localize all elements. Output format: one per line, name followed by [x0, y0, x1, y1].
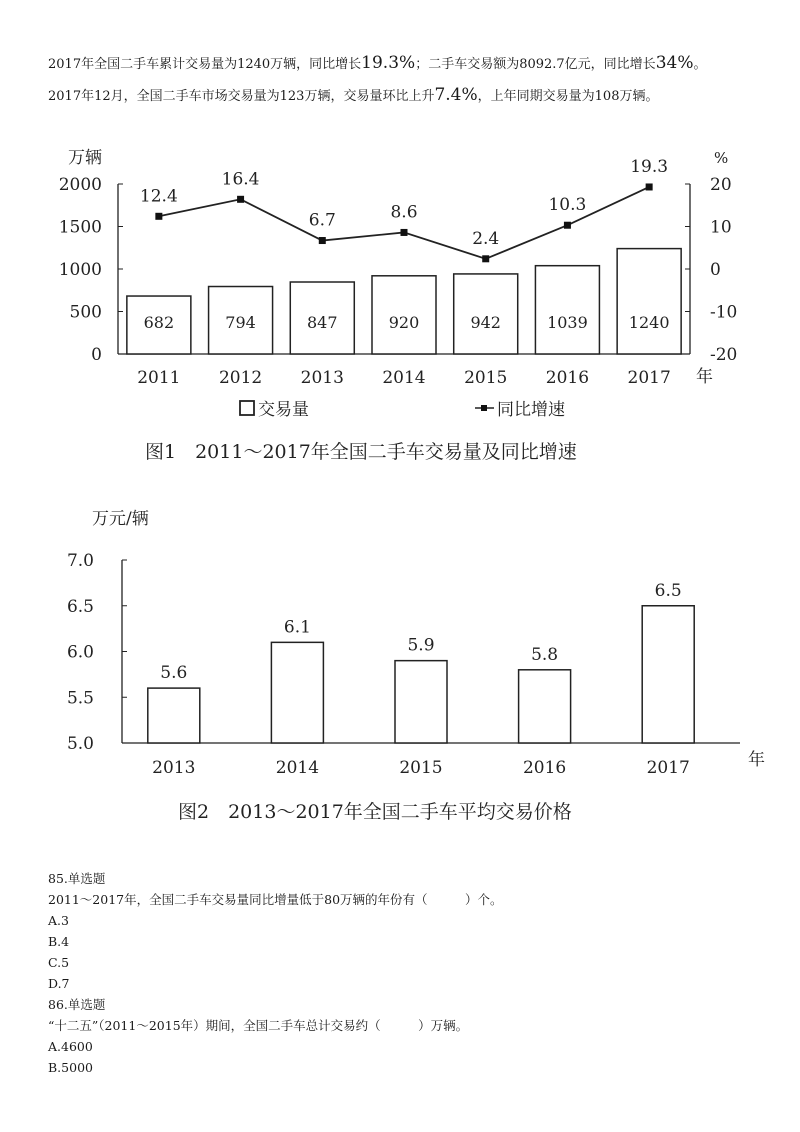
left-axis-unit: 万辆 [68, 148, 102, 168]
x-tick-label: 2013 [152, 758, 196, 778]
question-85-option-b[interactable]: B.4 [48, 934, 70, 949]
chart-volume-growth [0, 135, 800, 475]
y-tick-label: 7.0 [66, 551, 94, 571]
volume-bar-label: 1039 [547, 313, 588, 332]
price-bar [148, 688, 200, 743]
question-85-stem: 2011～2017年，全国二手车交易量同比增量低于80万辆的年份有（ ）个。 [48, 892, 503, 907]
right-axis-unit: % [714, 149, 729, 167]
legend-growth-marker [481, 405, 487, 411]
x-tick-label: 2016 [522, 758, 567, 778]
growth-amount-value: 34% [655, 53, 694, 73]
volume-bar-label: 847 [307, 313, 338, 332]
right-tick-label: 20 [710, 175, 732, 195]
intro-line-2-part-2: ，上年同期交易量为108万辆。 [477, 89, 659, 104]
x-tick-label: 2011 [137, 368, 181, 388]
price-bar [271, 642, 323, 743]
intro-line-1-part-3: 。 [693, 57, 707, 72]
legend-growth-label: 同比增速 [497, 400, 565, 420]
price-bar [395, 661, 447, 743]
right-tick-label: -10 [710, 302, 738, 323]
price-bar-label: 5.9 [407, 635, 435, 656]
growth-point-label: 10.3 [548, 195, 587, 216]
x-tick-label: 2017 [627, 368, 671, 388]
mom-growth-value: 7.4% [434, 85, 478, 105]
x-tick-label: 2016 [545, 368, 590, 388]
x-tick-label: 2012 [218, 368, 263, 388]
y-tick-label: 6.0 [66, 642, 94, 663]
x-tick-label: 2017 [646, 758, 690, 778]
volume-bar [535, 266, 599, 354]
question-86-option-a[interactable]: A.4600 [48, 1039, 93, 1054]
question-85-option-d[interactable]: D.7 [48, 976, 70, 991]
x-axis-unit: 年 [696, 367, 713, 387]
question-85-option-a[interactable]: A.3 [48, 913, 69, 928]
right-tick-label: -20 [710, 345, 738, 365]
intro-line-1-part-1: 2017年全国二手车累计交易量为1240万辆，同比增长 [48, 57, 362, 72]
question-85-header: 85.单选题 [48, 871, 106, 886]
chart-average-price [0, 500, 800, 840]
question-86-option-b[interactable]: B.5000 [48, 1060, 93, 1075]
growth-point [155, 213, 162, 220]
volume-bar-label: 942 [470, 313, 501, 332]
question-85-option-c[interactable]: C.5 [48, 955, 70, 970]
price-bar-label: 6.5 [654, 580, 682, 601]
volume-bar-label: 920 [388, 313, 420, 332]
growth-point-label: 12.4 [139, 186, 178, 207]
price-bar-label: 5.6 [160, 663, 188, 684]
growth-point [401, 229, 408, 236]
left-tick-label: 500 [69, 302, 102, 323]
y-tick-label: 6.5 [66, 596, 94, 617]
volume-bar-label: 794 [225, 313, 256, 332]
questions-section [48, 868, 768, 1078]
chart-1-title: 图1 2011～2017年全国二手车交易量及同比增速 [145, 441, 577, 463]
x-axis-unit: 年 [748, 750, 765, 770]
chart-2-title: 图2 2013～2017年全国二手车平均交易价格 [178, 801, 572, 823]
intro-line-2-part-1: 2017年12月，全国二手车市场交易量为123万辆，交易量环比上升 [48, 89, 435, 104]
question-86-header: 86.单选题 [48, 997, 106, 1012]
volume-bar-label: 1240 [628, 313, 670, 332]
x-tick-label: 2014 [275, 758, 320, 778]
growth-point [482, 255, 489, 262]
left-tick-label: 2000 [58, 175, 102, 195]
intro-line-1-part-2: ；二手车交易额为8092.7亿元，同比增长 [415, 57, 656, 72]
intro-line-2 [48, 80, 768, 112]
growth-point [319, 237, 326, 244]
legend-volume-swatch [240, 401, 254, 415]
left-tick-label: 1000 [58, 260, 102, 280]
price-bar-label: 6.1 [283, 617, 311, 638]
growth-point [237, 196, 244, 203]
intro-text [48, 48, 768, 112]
growth-point-label: 2.4 [472, 228, 500, 249]
growth-point-label: 8.6 [390, 202, 418, 223]
y-axis-unit: 万元/辆 [92, 509, 149, 529]
left-tick-label: 0 [91, 345, 102, 365]
growth-point [646, 183, 653, 190]
growth-point-label: 19.3 [630, 156, 669, 177]
volume-bar [617, 249, 681, 354]
left-tick-label: 1500 [58, 217, 102, 238]
right-tick-label: 10 [710, 217, 732, 238]
price-bar [519, 670, 571, 743]
x-tick-label: 2013 [300, 368, 344, 388]
x-tick-label: 2015 [464, 368, 508, 388]
growth-point-label: 16.4 [221, 169, 260, 190]
price-bar-label: 5.8 [531, 644, 559, 665]
growth-point [564, 222, 571, 229]
question-86-stem: “十二五”（2011～2015年）期间，全国二手车总计交易约（ ）万辆。 [48, 1018, 469, 1033]
x-tick-label: 2014 [382, 368, 426, 388]
price-bar [642, 606, 694, 743]
growth-point-label: 6.7 [308, 210, 336, 231]
y-tick-label: 5.5 [66, 688, 94, 709]
intro-line-1 [48, 48, 768, 80]
right-tick-label: 0 [710, 260, 721, 280]
y-tick-label: 5.0 [66, 734, 94, 754]
volume-bar-label: 682 [143, 313, 175, 332]
growth-volume-value: 19.3% [361, 53, 416, 73]
x-tick-label: 2015 [399, 758, 443, 778]
legend-volume-label: 交易量 [258, 400, 309, 420]
